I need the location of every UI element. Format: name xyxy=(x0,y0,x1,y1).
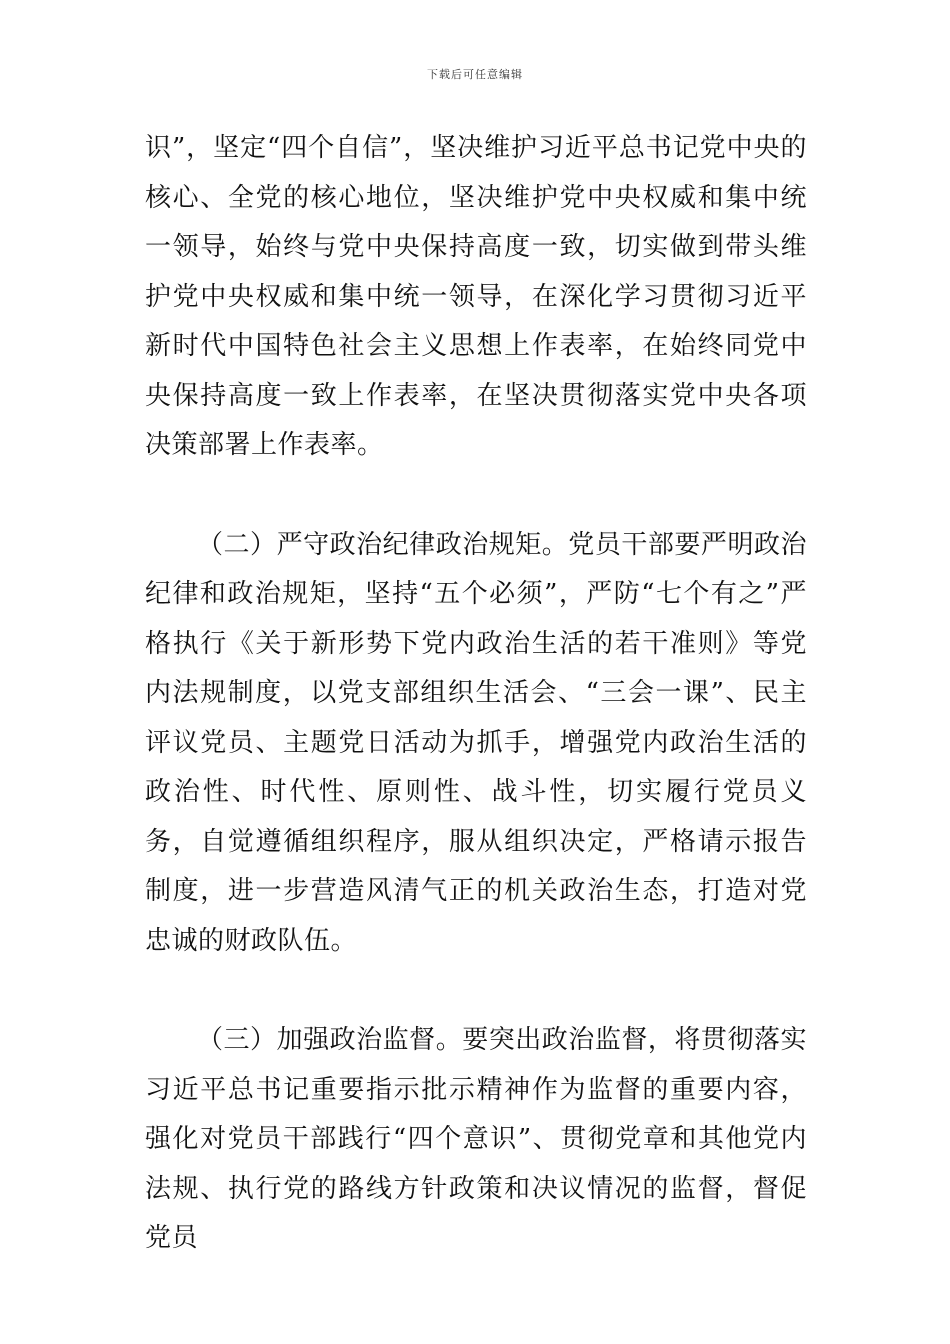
paragraph-section-three: （三）加强政治监督。要突出政治监督，将贯彻落实习近平总书记重要指示批示精神作为监督的重要内容，强化对党员干部践行“四个意识”、贯彻党章和其他党内法规、执行党的路线方针政策和决议情况的监督，督促党员 xyxy=(145,1025,807,1253)
paragraph-section-two: （二）严守政治纪律政治规矩。党员干部要严明政治纪律和政治规矩，坚持“五个必须”，严防“七个有之”严格执行《关于新形势下党内政治生活的若干准则》等党内法规制度，以党支部组织生活会、“三会一课”、民主评议党员、主题党日活动为抓手，增强党内政治生活的政治性、时代性、原则性、战斗性，切实履行党员义务，自觉遵循组织程序，服从组织决定，严格请示报告制度，进一步营造风清气正的机关政治生态，打造对党忠诚的财政队伍。 xyxy=(145,529,807,956)
page-header-note: 下载后可任意编辑 xyxy=(427,68,523,81)
paragraph-continued: 识”，坚定“四个自信”，坚决维护习近平总书记党中央的核心、全党的核心地位，坚决维护党中央权威和集中统一领导，始终与党中央保持高度一致，切实做到带头维护党中央权威和集中统一领导，在深化学习贯彻习近平新时代中国特色社会主义思想上作表率，在始终同党中央保持高度一致上作表率，在坚决贯彻落实党中央各项决策部署上作表率。 xyxy=(145,133,807,460)
paragraph-spacer xyxy=(145,966,807,1016)
document-body xyxy=(145,124,807,1264)
paragraph-spacer xyxy=(145,471,807,521)
